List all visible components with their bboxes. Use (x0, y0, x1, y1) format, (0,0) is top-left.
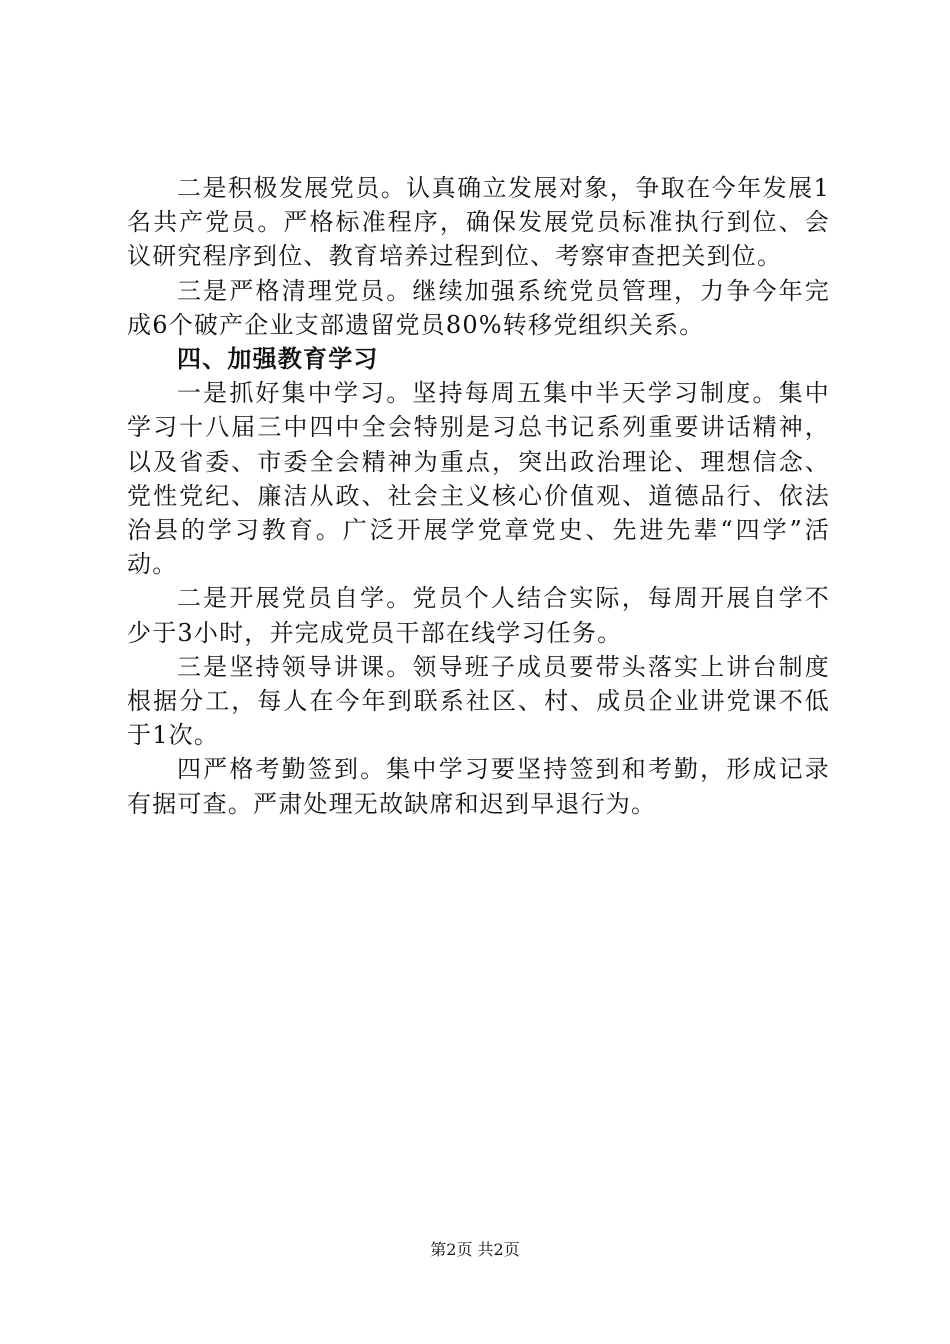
document-body (127, 171, 830, 821)
section-heading-education: 四、加强教育学习 (177, 344, 379, 374)
paragraph-develop-members: 二是积极发展党员。认真确立发展对象，争取在今年发展1名共产党员。严格标准程序，确保发展党员标准执行到位、会议研究程序到位、教育培养过程到位、考察审查把关到位。 (127, 174, 830, 271)
paragraph-group-study: 一是抓好集中学习。坚持每周五集中半天学习制度。集中学习十八届三中四中全会特别是习总书记系列重要讲话精神，以及省委、市委全会精神为重点，突出政治理论、理想信念、党性党纪、廉洁从政、社会主义核心价值观、道德品行、依法治县的学习教育。广泛开展学党章党史、先进先辈“四学”活动。 (127, 379, 830, 579)
paragraph-self-study: 二是开展党员自学。党员个人结合实际，每周开展自学不少于3小时，并完成党员干部在线学习任务。 (127, 584, 830, 647)
page-number-footer: 第2页 共2页 (430, 1240, 520, 1259)
paragraph-attendance: 四严格考勤签到。集中学习要坚持签到和考勤，形成记录有据可查。严肃处理无故缺席和迟到早退行为。 (127, 755, 830, 818)
paragraph-clean-members: 三是严格清理党员。继续加强系统党员管理，力争今年完成6个破产企业支部遗留党员80%转移党组织关系。 (127, 276, 830, 339)
paragraph-leader-lectures: 三是坚持领导讲课。领导班子成员要带头落实上讲台制度根据分工，每人在今年到联系社区、村、成员企业讲党课不低于1次。 (127, 652, 830, 750)
